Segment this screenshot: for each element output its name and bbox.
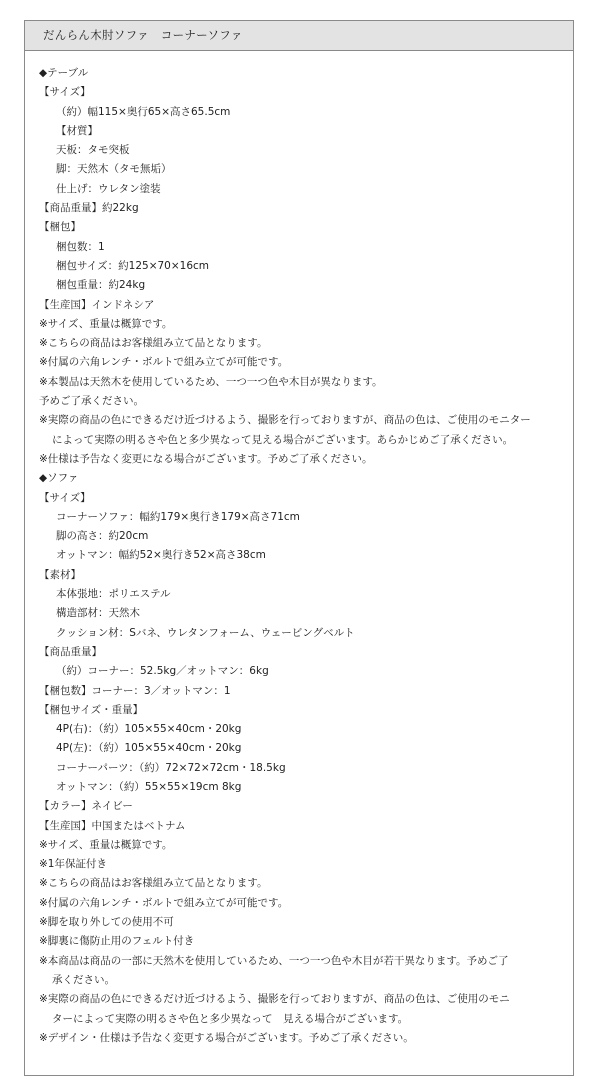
- spec-line: 【サイズ】: [39, 86, 91, 99]
- spec-line: 構造部材：天然木: [56, 607, 140, 620]
- spec-line: ※付属の六角レンチ・ボルトで組み立てが可能です。: [39, 896, 289, 909]
- spec-line: 【商品重量】: [39, 645, 102, 658]
- spec-list: [25, 51, 573, 1048]
- spec-line: 4P(右)：（約）105×55×40cm・20kg: [56, 723, 242, 736]
- spec-line: ※こちらの商品はお客様組み立て品となります。: [39, 877, 268, 890]
- spec-line: オットマン：（約）55×55×19cm 8kg: [56, 780, 242, 793]
- spec-panel: [24, 20, 574, 1076]
- spec-line: 【材質】: [56, 124, 98, 137]
- spec-line: 梱包数：1: [56, 240, 105, 253]
- spec-line: クッション材：Sバネ、ウレタンフォーム、ウェービングベルト: [56, 626, 355, 639]
- spec-line: ※1年保証付き: [39, 858, 107, 871]
- spec-line: 仕上げ：ウレタン塗装: [56, 182, 161, 195]
- spec-line: ターによって実際の明るさや色と多少異なって 見える場合がございます。: [52, 1012, 409, 1025]
- spec-line: 【梱包】: [39, 221, 81, 234]
- spec-line: ※付属の六角レンチ・ボルトで組み立てが可能です。: [39, 356, 289, 369]
- spec-line: 【サイズ】: [39, 491, 91, 504]
- spec-line: ◆ソファ: [39, 472, 79, 485]
- spec-line: 【梱包サイズ・重量】: [39, 703, 144, 716]
- spec-line: 梱包重量：約24kg: [56, 279, 146, 292]
- spec-line: ※実際の商品の色にできるだけ近づけるよう、撮影を行っておりますが、商品の色は、ご使用のモニ: [39, 993, 510, 1006]
- spec-line: ※仕様は予告なく変更になる場合がございます。予めご了承ください。: [39, 452, 373, 465]
- spec-line: ◆テーブル: [39, 67, 89, 79]
- spec-line: 【生産国】インドネシア: [39, 298, 155, 311]
- spec-line: 【商品重量】約22kg: [39, 202, 139, 215]
- product-title: だんらん木肘ソファ コーナーソファ: [25, 21, 573, 51]
- spec-line: 脚の高さ：約20cm: [56, 530, 149, 543]
- spec-line: コーナーパーツ：（約）72×72×72cm・18.5kg: [56, 761, 286, 774]
- spec-line: ※脚裏に傷防止用のフェルト付き: [39, 935, 195, 948]
- spec-line: 梱包サイズ：約125×70×16cm: [56, 259, 210, 272]
- spec-line: ※サイズ、重量は概算です。: [39, 838, 173, 851]
- spec-line: ※本製品は天然木を使用しているため、一つ一つ色や木目が異なります。: [39, 375, 383, 388]
- spec-line: 【素材】: [39, 568, 81, 581]
- spec-line: 脚：天然木（タモ無垢）: [56, 163, 172, 176]
- spec-line: ※デザイン・仕様は予告なく変更する場合がございます。予めご了承ください。: [39, 1031, 414, 1044]
- spec-line: ※脚を取り外しての使用不可: [39, 916, 174, 929]
- spec-line: コーナーソファ：幅約179×奥行き179×高さ71cm: [56, 510, 300, 523]
- spec-line: ※サイズ、重量は概算です。: [39, 317, 173, 330]
- spec-line: ※本商品は商品の一部に天然木を使用しているため、一つ一つ色や木目が若干異なります。予めご了: [39, 954, 509, 967]
- spec-line: ※実際の商品の色にできるだけ近づけるよう、撮影を行っておりますが、商品の色は、ご使用のモニター: [39, 414, 531, 427]
- spec-line: 4P(左)：（約）105×55×40cm・20kg: [56, 742, 242, 755]
- spec-line: 予めご了承ください。: [39, 395, 144, 408]
- spec-line: ※こちらの商品はお客様組み立て品となります。: [39, 337, 268, 350]
- spec-line: 承ください。: [52, 973, 115, 986]
- spec-line: （約）幅115×奥行65×高さ65.5cm: [56, 105, 231, 118]
- spec-line: 【梱包数】コーナー：3／オットマン：1: [39, 684, 231, 697]
- spec-line: （約）コーナー：52.5kg／オットマン：6kg: [56, 665, 269, 678]
- spec-line: オットマン：幅約52×奥行き52×高さ38cm: [56, 549, 266, 562]
- spec-line: 【生産国】中国またはベトナム: [39, 819, 186, 832]
- spec-line: によって実際の明るさや色と多少異なって見える場合がございます。あらかじめご了承ください。: [52, 433, 514, 446]
- spec-line: 本体張地：ポリエステル: [56, 588, 171, 601]
- spec-line: 天板：タモ突板: [56, 144, 130, 157]
- spec-line: 【カラー】ネイビー: [39, 800, 133, 813]
